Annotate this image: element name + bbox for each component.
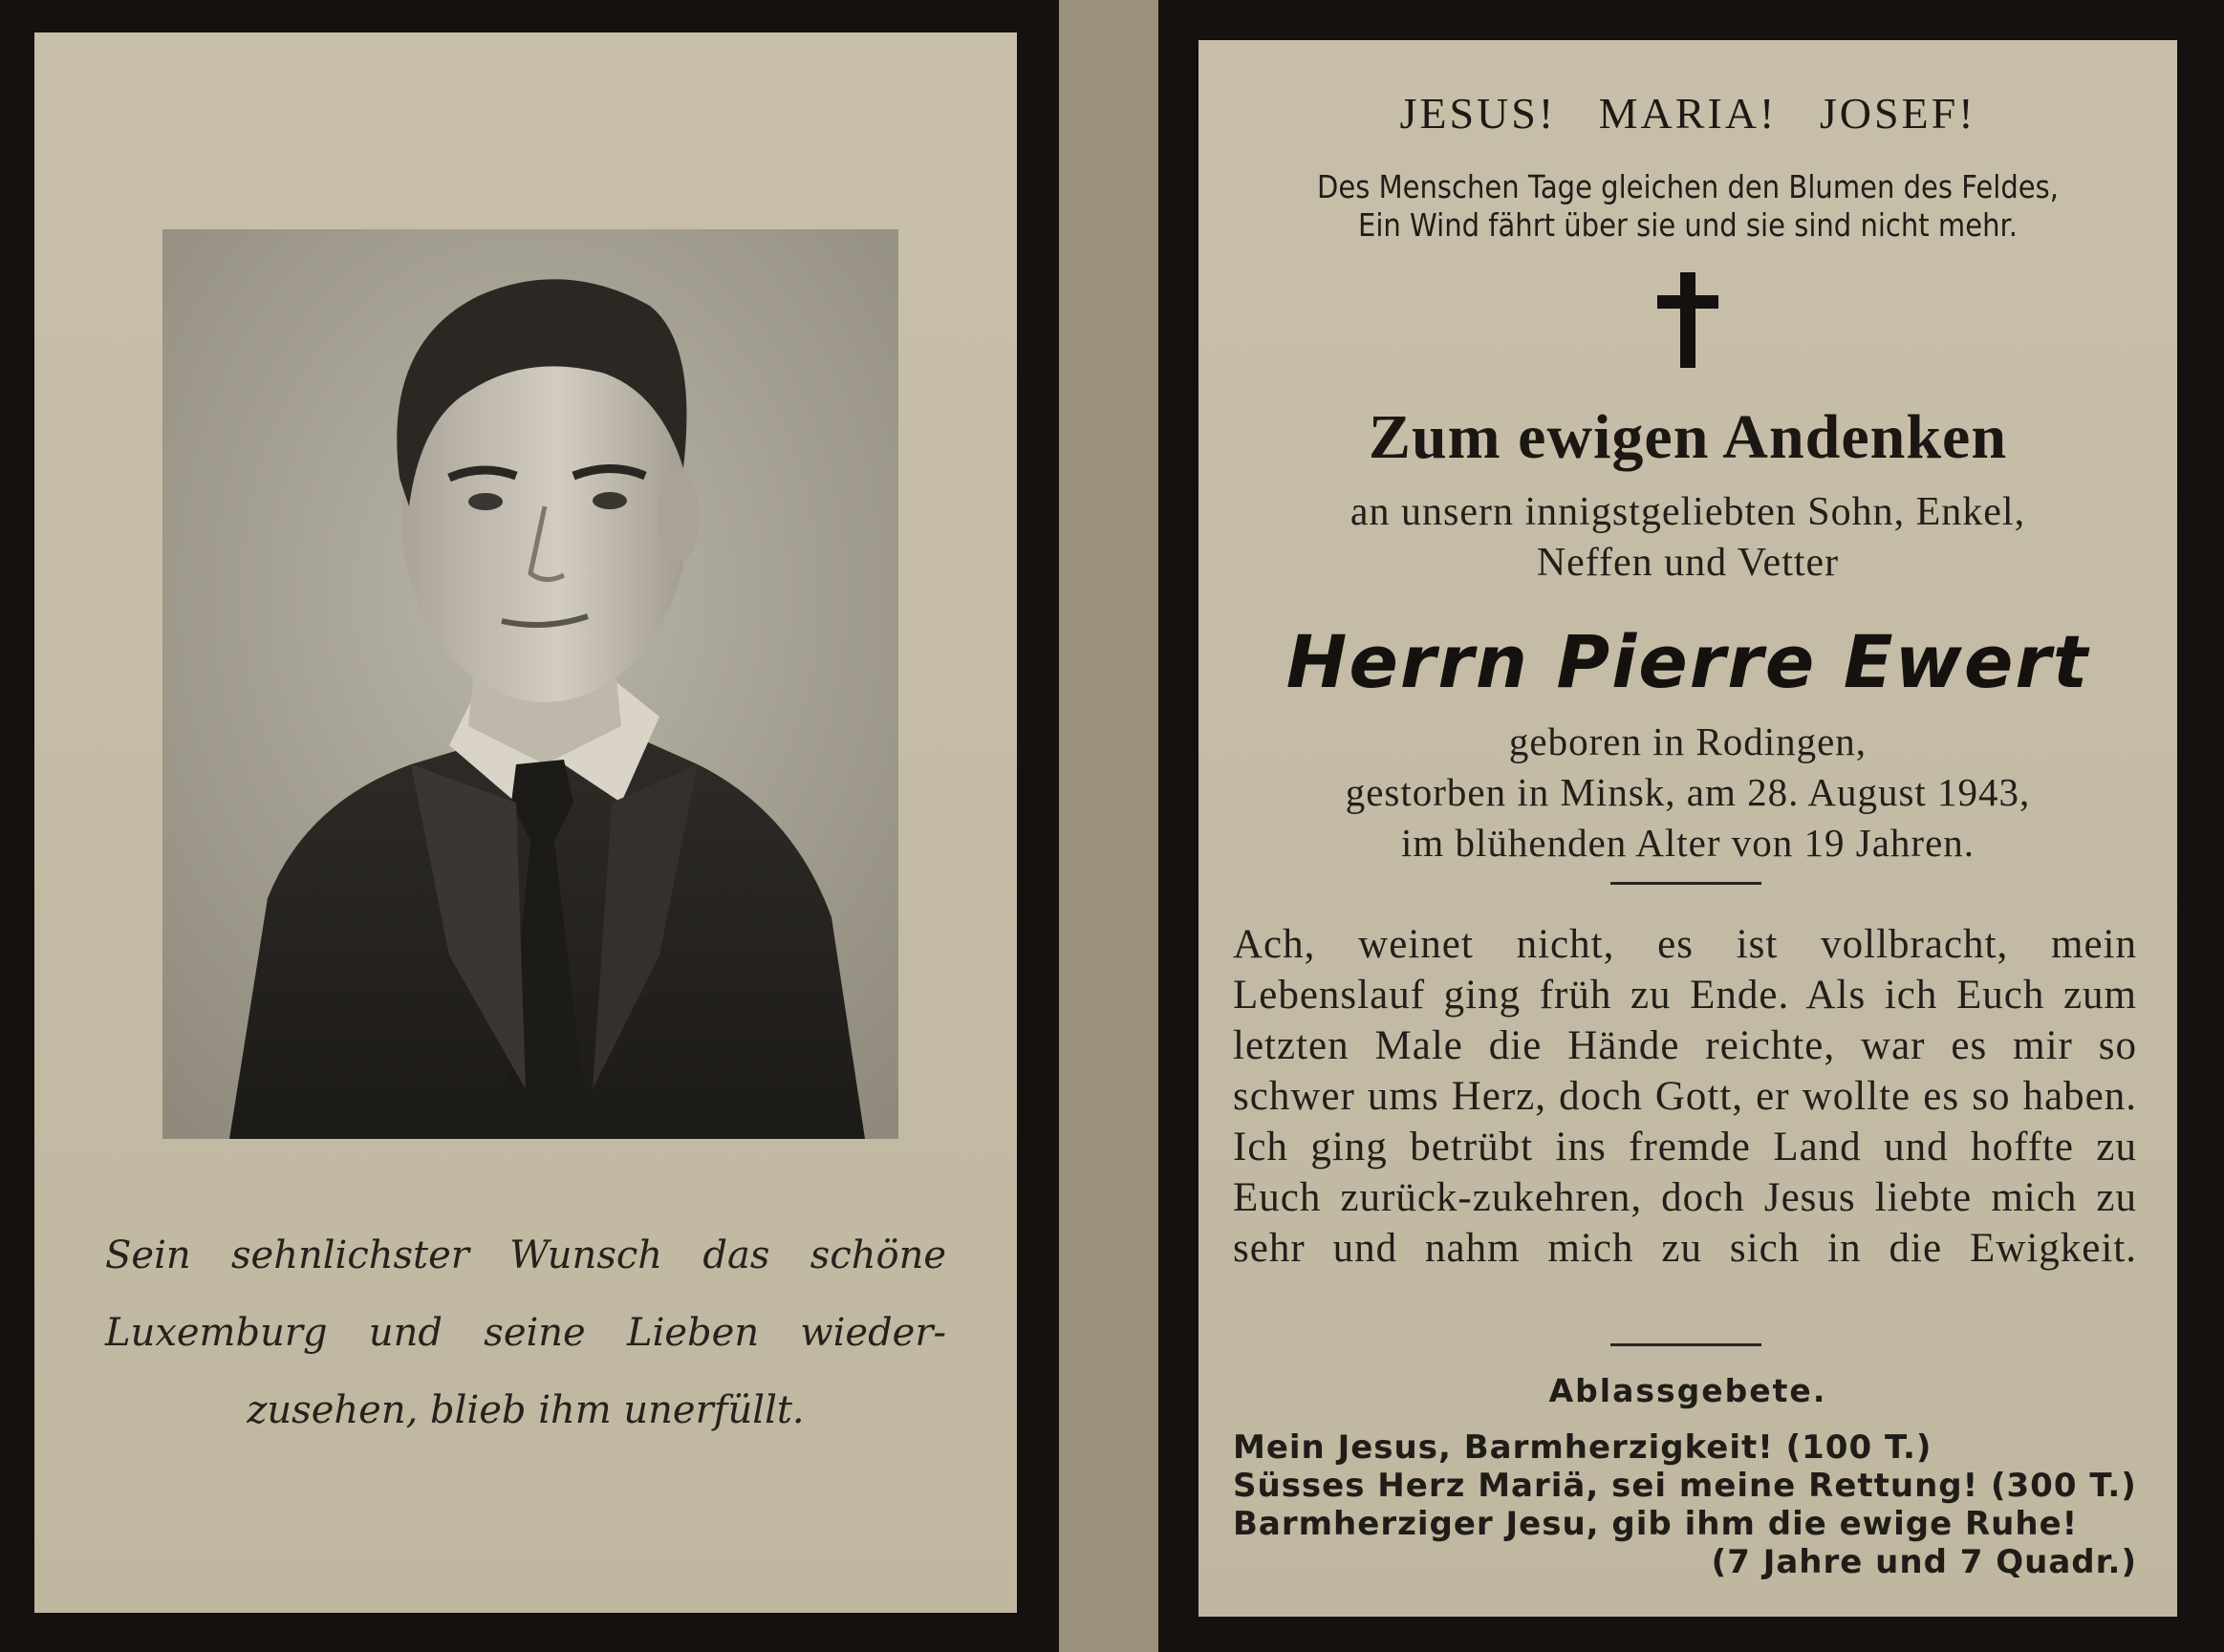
prayer-line: Süsses Herz Mariä, sei meine Rettung! (300 T.)	[1233, 1467, 2137, 1505]
indulgence-prayers	[1233, 1428, 2137, 1581]
relation-line: an unsern innigstgeliebten Sohn, Enkel,	[1350, 490, 2026, 534]
birth-death-details	[1198, 717, 2177, 869]
death-line: gestorben in Minsk, am 28. August 1943,	[1345, 770, 2031, 814]
psalm-line: Des Menschen Tage gleichen den Blumen des Feldes,	[1317, 168, 2059, 205]
relation-line: Neffen und Vetter	[1536, 541, 1840, 585]
memorial-caption: Sein sehnlichster Wunsch das schöne Luxemburg und seine Lieben wieder-zusehen, blieb ihm unerfüllt.	[105, 1234, 946, 1432]
relation-text	[1198, 487, 2177, 589]
age-line: im blühenden Alter von 19 Jahren.	[1400, 821, 1976, 865]
farewell-poem: Ach, weinet nicht, es ist vollbracht, mein Lebenslauf ging früh zu Ende. Als ich Euch zum letzten Male die Hände reichte, war es mir so schwer ums Herz, doch Gott, er wollte es so haben. Ich ging betrübt ins fremde Land und hoffte zu Euch zurück-zukehren, doch Jesus liebte mich zu sehr und nahm mich zu sich in die Ewigkeit.	[1233, 922, 2137, 1271]
invocation-heading: JESUS! MARIA! JOSEF!	[1399, 89, 1976, 138]
psalm-line: Ein Wind fährt über sie und sie sind nicht mehr.	[1357, 206, 2018, 244]
prayer-line: Barmherziger Jesu, gib ihm die ewige Ruhe!	[1233, 1505, 2079, 1543]
portrait-photo	[162, 229, 898, 1139]
memorial-title: Zum ewigen Andenken	[1368, 402, 2008, 472]
birth-line: geboren in Rodingen,	[1508, 719, 1868, 763]
portrait-illustration	[162, 229, 898, 1139]
card-fold-gutter	[1059, 0, 1158, 1652]
indulgence-prayers-heading: Ablassgebete.	[1548, 1372, 1827, 1409]
divider-rule	[1610, 1343, 1761, 1346]
divider-rule	[1610, 882, 1761, 885]
deceased-name: Herrn Pierre Ewert	[1285, 619, 2090, 704]
psalm-verse	[1257, 168, 2118, 245]
latin-cross-icon	[1198, 272, 2177, 373]
prayer-line: Mein Jesus, Barmherzigkeit! (100 T.)	[1233, 1428, 1933, 1467]
prayer-line: (7 Jahre und 7 Quadr.)	[1711, 1543, 2137, 1581]
